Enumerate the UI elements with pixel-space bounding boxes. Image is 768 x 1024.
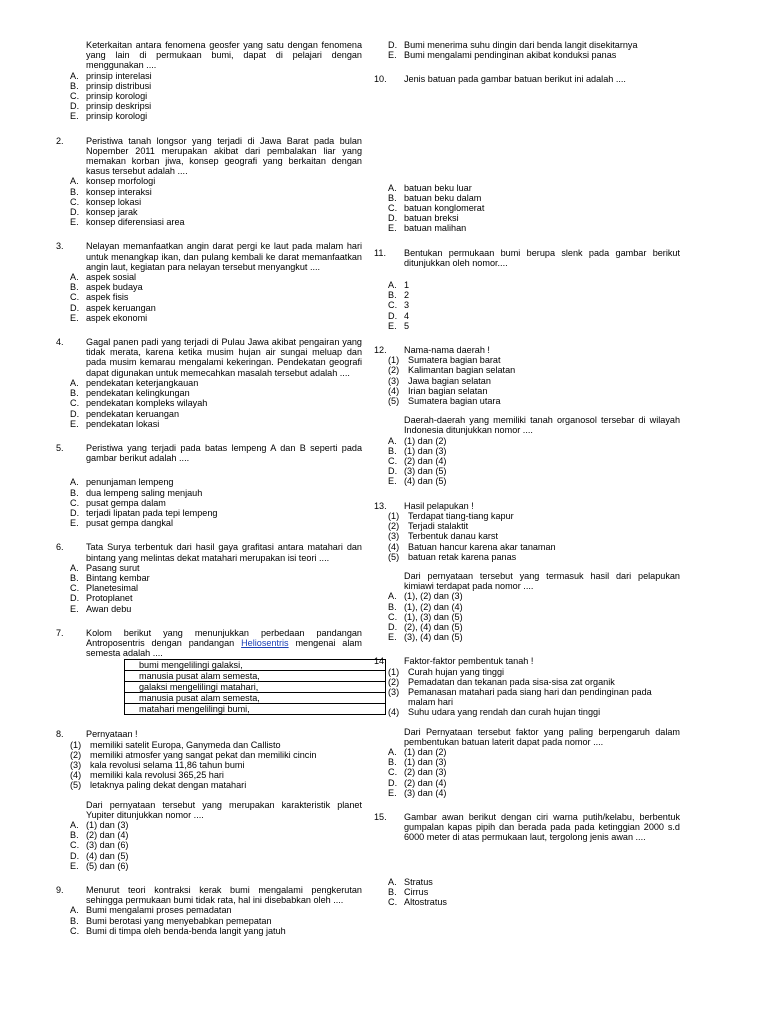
statement: (1) Terdapat tiang-tiang kapur — [388, 510, 514, 521]
question-2 — [56, 136, 362, 228]
statement: (4) Irian bagian selatan — [388, 385, 488, 396]
question-13: 13. Hasil pelapukan ! (1) Terdapat tiang-tiang kapur (2) Terjadi stalaktit (3) Terbentuk danau karst (4) Batuan hancur karena akar tanaman (5) batuan retak karena panas Dari pernyataan tersebut yang termasuk hasil dari pelapukan kimiawi terdapat pada nomor .... A. (1), (2) dan (3) B. (1), (2) dan (4) C. (1), (3) dan (5) D. (2), (4) dan (5) E. (3), (4) dan (5) — [374, 500, 680, 643]
option-14b[interactable]: B. (1) dan (3) — [388, 757, 447, 768]
option-5b[interactable]: B. dua lempeng saling menjauh — [70, 487, 203, 498]
option-13c[interactable]: C. (1), (3) dan (5) — [388, 611, 463, 622]
question-15 — [374, 812, 680, 907]
question-number: 8. — [56, 729, 64, 740]
option-11b[interactable]: B. 2 — [388, 290, 410, 301]
question-number: 2. — [56, 135, 64, 146]
question-12-text: Daerah-daerah yang memiliki tanah organosol tersebar di wilayah Indonesia ditunjukkan nomor .... — [404, 415, 680, 436]
option-12a[interactable]: A. (1) dan (2) — [388, 435, 447, 446]
option-2c[interactable]: C. konsep lokasi — [70, 196, 142, 207]
option-9e[interactable]: E. Bumi mengalami pendinginan akibat konduksi panas — [388, 50, 617, 61]
table-row: manusia pusat alam semesta, — [125, 671, 386, 682]
option-3e[interactable]: E. aspek ekonomi — [70, 312, 148, 323]
option-6c[interactable]: C. Planetesimal — [70, 583, 139, 594]
question-8-text: Dari pernyataan tersebut yang merupakan karakteristik planet Yupiter ditunjukkan nomor .... — [86, 799, 362, 820]
table-row: galaksi mengelilingi matahari, — [125, 682, 386, 693]
option-9c[interactable]: C. Bumi di timpa oleh benda-benda langit yang jatuh — [70, 925, 286, 936]
question-3-text: Nelayan memanfaatkan angin darat pergi ke laut pada malam hari untuk menangkap ikan, dan pulang kembali ke darat memanfaatkan angin laut, kegiatan para nelayan tersebut menyangkut .... — [86, 241, 362, 272]
heliosentris-link[interactable]: Heliosentris — [241, 637, 289, 648]
question-14: 14. Faktor-faktor pembentuk tanah ! (1) Curah hujan yang tinggi (2) Pemadatan dan tekanan pada sisa-sisa zat organik (3) Pemanasan matahari pada siang hari dan pendinginan pada malam hari (4) Suhu udara yang rendah dan curah hujan tinggi Dari Pernyataan tersebut faktor yang paling berpengaruh dalam pembentukan batuan laterit dapat pada nomor .... A. (1) dan (2) B. (1) dan (3) C. (2) dan (3) D. (2) dan (4) E. (3) dan (4) — [374, 656, 680, 798]
question-8: 8. Pernyataan ! (1) memiliki satelit Europa, Ganymeda dan Callisto (2) memiliki atmosfer yang sangat pekat dan memiliki cincin (3) kala revolusi selama 11,86 tahun bumi (4) memiliki kala revolusi 365,25 hari (5) letaknya paling dekat dengan matahari Dari pernyataan tersebut yang merupakan karakteristik planet Yupiter ditunjukkan nomor .... A. (1) dan (3) B. (2) dan (4) C. (3) dan (6) D. (4) dan (5) E. (5) dan (6) — [56, 729, 362, 871]
option-2b[interactable]: B. konsep interaksi — [70, 186, 152, 197]
option-8b[interactable]: B. (2) dan (4) — [70, 830, 129, 841]
question-4-text: Gagal panen padi yang terjadi di Pulau Jawa akibat pengairan yang tidak merata, karena ketika musim hujan air sungai meluap dan pada musim kemarau mengalami kekeringan. Pendekatan geografi dapat digunakan untuk memecahkan masalah tersebut adalah .... — [86, 337, 362, 378]
option-1d[interactable]: D. prinsip deskripsi — [70, 101, 152, 112]
question-number: 12. — [374, 345, 387, 356]
question-number: 3. — [56, 241, 64, 252]
figure-placeholder — [374, 268, 680, 280]
question-number: 6. — [56, 542, 64, 553]
option-13b[interactable]: B. (1), (2) dan (4) — [388, 601, 463, 612]
question-3 — [56, 241, 362, 323]
question-number: 11. — [374, 247, 386, 258]
option-9a[interactable]: A. Bumi mengalami proses pemadatan — [70, 905, 232, 916]
option-5a[interactable]: A. penunjaman lempeng — [70, 477, 174, 488]
question-11 — [374, 248, 680, 331]
option-8c[interactable]: C. (3) dan (6) — [70, 840, 129, 851]
statement: (3) Jawa bagian selatan — [388, 375, 491, 386]
option-10b[interactable]: B. batuan beku dalam — [388, 192, 482, 203]
option-11a[interactable]: A. 1 — [388, 280, 410, 291]
option-15c[interactable]: C. Altostratus — [388, 896, 447, 907]
option-13e[interactable]: E. (3), (4) dan (5) — [388, 632, 463, 643]
option-12d[interactable]: D. (3) dan (5) — [388, 466, 447, 477]
option-9d[interactable]: D. Bumi menerima suhu dingin dari benda langit disekitarnya — [388, 40, 638, 50]
statement: (4) Suhu udara yang rendah dan curah hujan tinggi — [388, 707, 601, 718]
option-10d[interactable]: D. batuan breksi — [388, 213, 459, 224]
option-2a[interactable]: A. konsep morfologi — [70, 176, 156, 187]
question-5 — [56, 443, 362, 528]
statement: (3) Terbentuk danau karst — [388, 531, 498, 542]
option-11c[interactable]: C. 3 — [388, 300, 410, 311]
question-number: 15. — [374, 811, 387, 822]
statement: (3) kala revolusi selama 11,86 tahun bumi — [70, 759, 245, 770]
option-8a[interactable]: A. (1) dan (3) — [70, 819, 129, 830]
figure-placeholder — [374, 85, 680, 183]
figure-placeholder — [56, 463, 362, 477]
option-14a[interactable]: A. (1) dan (2) — [388, 746, 447, 757]
option-10a[interactable]: A. batuan beku luar — [388, 182, 472, 193]
option-4c[interactable]: C. pendekatan kompleks wilayah — [70, 398, 208, 409]
question-2-text: Peristiwa tanah longsor yang terjadi di Jawa Barat pada bulan Nopember 2011 merupakan akibat dari pembalakan liar yang memakan korban jiwa, konsep geografi yang berkaitan dengan kasus tersebut adalah .... — [86, 135, 362, 177]
question-9 — [56, 885, 362, 936]
option-6d[interactable]: D. Protoplanet — [70, 593, 133, 604]
figure-placeholder — [374, 843, 680, 877]
question-11-text: Bentukan permukaan bumi berupa slenk pada gambar berikut ditunjukkan oleh nomor.... — [404, 247, 680, 268]
statement: (4) memiliki kala revolusi 365,25 hari — [70, 770, 224, 781]
option-2d[interactable]: D. konsep jarak — [70, 207, 138, 218]
option-15a[interactable]: A. Stratus — [388, 876, 433, 887]
right-column — [374, 40, 680, 907]
option-6e[interactable]: E. Awan debu — [70, 603, 132, 614]
option-8e[interactable]: E. (5) dan (6) — [70, 860, 129, 871]
statement: (2) memiliki atmosfer yang sangat pekat dan memiliki cincin — [70, 749, 317, 760]
option-4e[interactable]: E. pendekatan lokasi — [70, 418, 160, 429]
option-12b[interactable]: B. (1) dan (3) — [388, 445, 447, 456]
option-11d[interactable]: D. 4 — [388, 310, 410, 321]
option-12c[interactable]: C. (2) dan (4) — [388, 456, 447, 467]
question-9-continued — [374, 40, 680, 60]
option-14c[interactable]: C. (2) dan (3) — [388, 767, 447, 778]
option-2e[interactable]: E. konsep diferensiasi area — [70, 217, 185, 228]
option-4b[interactable]: B. pendekatan kelingkungan — [70, 388, 190, 399]
statement: (3) Pemanasan matahari pada siang hari dan pendinginan pada malam hari — [388, 686, 652, 708]
option-1b[interactable]: B. prinsip distribusi — [70, 80, 152, 91]
question-number: 14. — [374, 656, 387, 667]
statement: (1) memiliki satelit Europa, Ganymeda dan Callisto — [70, 739, 281, 750]
question-number: 5. — [56, 442, 64, 453]
option-6a[interactable]: A. Pasang surut — [70, 562, 140, 573]
option-10e[interactable]: E. batuan malihan — [388, 223, 467, 234]
option-5c[interactable]: C. pusat gempa dalam — [70, 497, 166, 508]
statement: (2) Pemadatan dan tekanan pada sisa-sisa zat organik — [388, 676, 615, 687]
option-14e[interactable]: E. (3) dan (4) — [388, 787, 447, 798]
question-number: 7. — [56, 627, 64, 638]
option-3a[interactable]: A. aspek sosial — [70, 272, 137, 283]
question-7: 7. Kolom berikut yang menunjukkan perbedaan pandangan Antroposentris dengan pandangan Heliosentris mengenai alam semesta adalah .... bumi mengelilingi galaksi, manusia pusat alam semesta, galaksi mengelilingi matahari, manusia pusat alam semesta, matahari mengelilingi bumi, — [56, 628, 362, 716]
statement: (1) Sumatera bagian barat — [388, 355, 501, 366]
question-10 — [374, 74, 680, 233]
table-row: manusia pusat alam semesta, — [125, 693, 386, 704]
option-1e[interactable]: E. prinsip korologi — [70, 111, 148, 122]
option-1c[interactable]: C. prinsip korologi — [70, 91, 148, 102]
statement: (1) Curah hujan yang tinggi — [388, 666, 505, 677]
option-14d[interactable]: D. (2) dan (4) — [388, 777, 447, 788]
comparison-table — [124, 659, 386, 715]
statement: (5) Sumatera bagian utara — [388, 396, 501, 407]
option-3c[interactable]: C. aspek fisis — [70, 292, 129, 303]
statement: (2) Terjadi stalaktit — [388, 521, 469, 532]
statement: (4) Batuan hancur karena akar tanaman — [388, 541, 556, 552]
option-13d[interactable]: D. (2), (4) dan (5) — [388, 621, 463, 632]
option-5d[interactable]: D. terjadi lipatan pada tepi lempeng — [70, 507, 218, 518]
table-row: bumi mengelilingi galaksi, — [125, 660, 386, 671]
option-5e[interactable]: E. pusat gempa dangkal — [70, 518, 173, 529]
question-13-text: Dari pernyataan tersebut yang termasuk hasil dari pelapukan kimiawi terdapat pada nomor .... — [404, 570, 680, 592]
question-number: 4. — [56, 337, 64, 348]
option-15b[interactable]: B. Cirrus — [388, 886, 429, 897]
left-column — [56, 40, 362, 936]
statement: (5) letaknya paling dekat dengan matahari — [70, 780, 247, 791]
question-1-text: Keterkaitan antara fenomena geosfer yang satu dengan fenomena yang lain di permukaan bumi, dapat di pelajari dengan menggunakan .... — [86, 40, 362, 71]
option-3b[interactable]: B. aspek budaya — [70, 282, 143, 293]
question-10-text: Jenis batuan pada gambar batuan berikut ini adalah .... — [404, 74, 626, 85]
option-8d[interactable]: D. (4) dan (5) — [70, 850, 129, 861]
option-9b[interactable]: B. Bumi berotasi yang menyebabkan pemepatan — [70, 915, 272, 926]
question-number: 13. — [374, 500, 387, 511]
option-4a[interactable]: A. pendekatan keterjangkauan — [70, 377, 199, 388]
question-number: 10. — [374, 74, 387, 85]
statement: (2) Kalimantan bagian selatan — [388, 365, 516, 376]
question-14-text: Dari Pernyataan tersebut faktor yang paling berpengaruh dalam pembentukan batuan laterit dapat pada nomor .... — [404, 726, 680, 747]
statement: (5) batuan retak karena panas — [388, 551, 517, 562]
question-6 — [56, 542, 362, 613]
question-number: 9. — [56, 885, 64, 895]
option-3d[interactable]: D. aspek keruangan — [70, 302, 156, 313]
question-15-text: Gambar awan berikut dengan ciri warna putih/kelabu, berbentuk gumpalan kapas pipih dan berada pada pada ketinggian 2000 s.d 6000 meter di atas permukaan laut, tergolong jenis awan .... — [404, 811, 680, 843]
option-10c[interactable]: C. batuan konglomerat — [388, 203, 485, 214]
option-12e[interactable]: E. (4) dan (5) — [388, 476, 447, 487]
option-11e[interactable]: E. 5 — [388, 320, 410, 331]
question-4 — [56, 337, 362, 429]
option-6b[interactable]: B. Bintang kembar — [70, 572, 150, 583]
question-5-text: Peristiwa yang terjadi pada batas lempeng A dan B seperti pada gambar berikut adalah .... — [86, 442, 362, 464]
option-13a[interactable]: A. (1), (2) dan (3) — [388, 591, 463, 602]
question-9-text: Menurut teori kontraksi kerak bumi mengalami pengkerutan sehingga permukaan bumi tidak rata, hal ini disebabkan oleh .... — [86, 885, 362, 906]
question-1 — [56, 40, 362, 122]
question-6-text: Tata Surya terbentuk dari hasil gaya grafitasi antara matahari dan bintang yang melintas dekat matahari merupakan isi teori .... — [86, 542, 362, 563]
option-4d[interactable]: D. pendekatan keruangan — [70, 408, 180, 419]
question-12: 12. Nama-nama daerah ! (1) Sumatera bagian barat (2) Kalimantan bagian selatan (3) Jawa bagian selatan (4) Irian bagian selatan (5) Sumatera bagian utara Daerah-daerah yang memiliki tanah organosol tersebar di wilayah Indonesia ditunjukkan nomor .... A. (1) dan (2) B. (1) dan (3) C. (2) dan (4) D. (3) dan (5) E. (4) dan (5) — [374, 345, 680, 487]
table-row: matahari mengelilingi bumi, — [125, 704, 386, 715]
option-1a[interactable]: A. prinsip interelasi — [70, 70, 152, 81]
